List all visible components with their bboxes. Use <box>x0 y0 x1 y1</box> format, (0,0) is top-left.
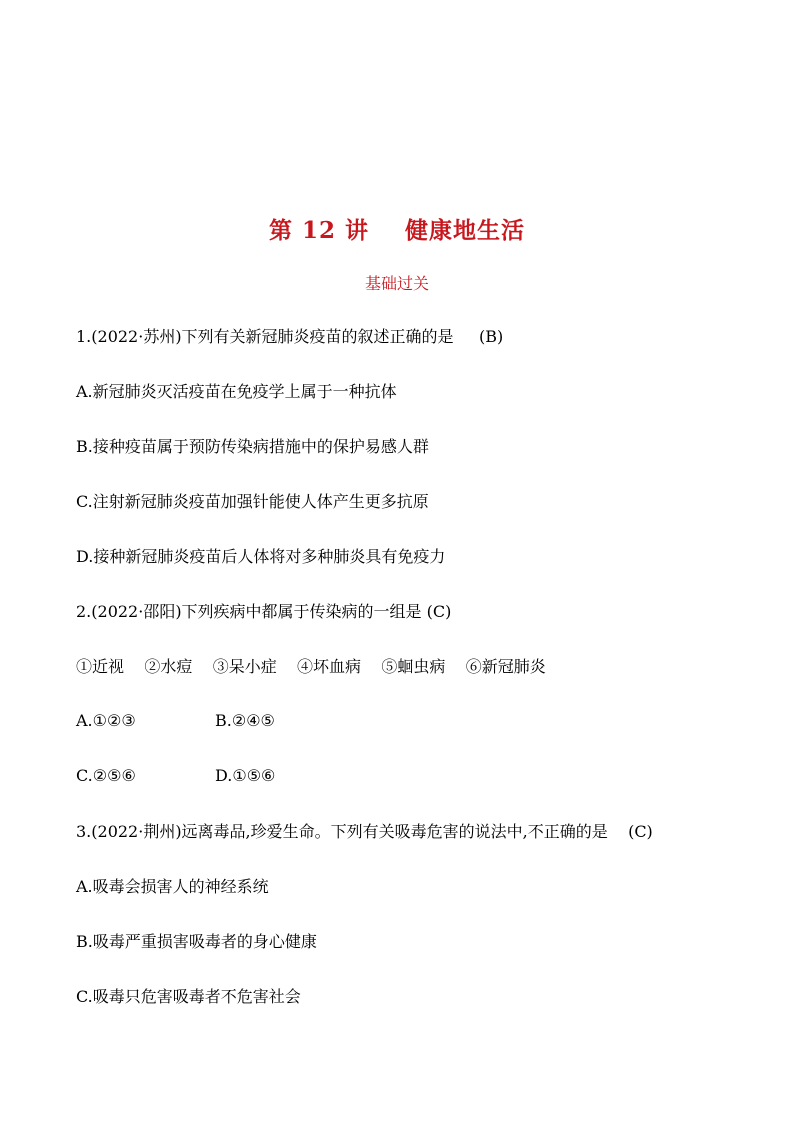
question-1-option-b: B.接种疫苗属于预防传染病措施中的保护易感人群 <box>76 437 429 456</box>
question-3-option-c: C.吸毒只危害吸毒者不危害社会 <box>76 987 301 1006</box>
question-1-option-a: A.新冠肺炎灭活疫苗在免疫学上属于一种抗体 <box>76 382 397 401</box>
question-2-option-d: D.①⑤⑥ <box>215 766 276 785</box>
lesson-title: 第 12 讲 健康地生活 <box>268 217 526 244</box>
question-2-option-c: C.②⑤⑥ <box>76 766 136 785</box>
question-2-option-a: A.①②③ <box>76 711 136 730</box>
question-3-stem: 3.(2022·荆州)远离毒品,珍爱生命。下列有关吸毒危害的说法中,不正确的是 (C) <box>76 822 653 841</box>
question-2-items: ①近视 ②水痘 ③呆小症 ④坏血病 ⑤蛔虫病 ⑥新冠肺炎 <box>76 657 546 676</box>
question-2-stem: 2.(2022·邵阳)下列疾病中都属于传染病的一组是 (C) <box>76 602 452 621</box>
question-3-option-a: A.吸毒会损害人的神经系统 <box>76 877 269 896</box>
question-3-option-b: B.吸毒严重损害吸毒者的身心健康 <box>76 932 317 951</box>
question-1-option-d: D.接种新冠肺炎疫苗后人体将对多种肺炎具有免疫力 <box>76 547 446 566</box>
section-subtitle: 基础过关 <box>364 274 429 293</box>
question-1-option-c: C.注射新冠肺炎疫苗加强针能使人体产生更多抗原 <box>76 492 429 511</box>
question-2-option-b: B.②④⑤ <box>215 711 275 730</box>
question-1-stem: 1.(2022·苏州)下列有关新冠肺炎疫苗的叙述正确的是 (B) <box>76 327 504 346</box>
